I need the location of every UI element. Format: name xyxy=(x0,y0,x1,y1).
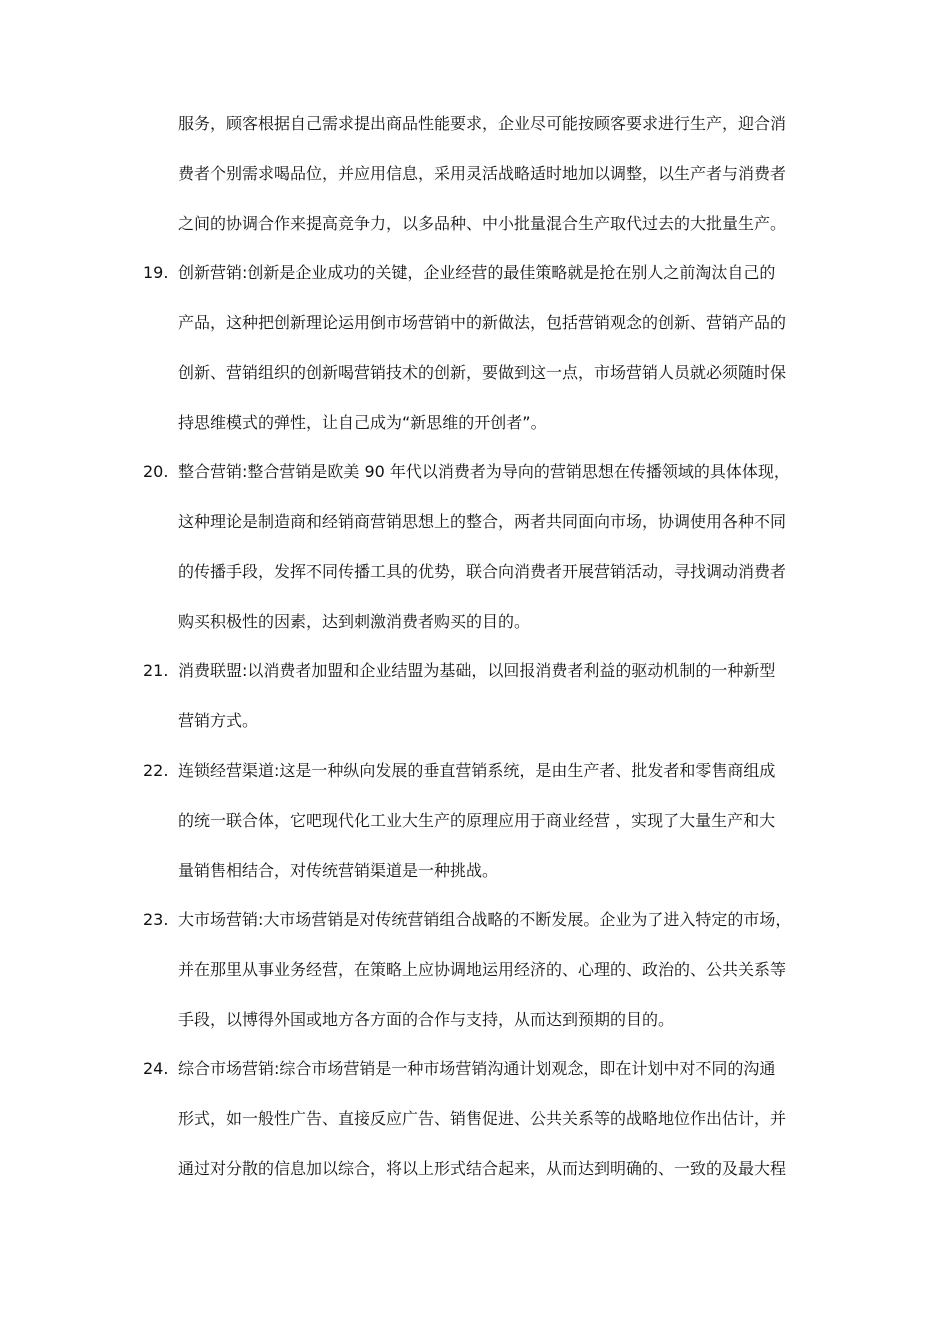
list-item-number: 22. xyxy=(143,761,169,780)
list-item-number: 24. xyxy=(143,1059,169,1078)
text-line: 量销售相结合，对传统营销渠道是一种挑战。 xyxy=(178,861,499,880)
text-line: 连锁经营渠道:这是一种纵向发展的垂直营销系统，是由生产者、批发者和零售商组成 xyxy=(178,761,776,780)
text-line: 服务，顾客根据自己需求提出商品性能要求，企业尽可能按顾客要求进行生产，迎合消 xyxy=(178,114,787,133)
text-line: 这种理论是制造商和经销商营销思想上的整合，两者共同面向市场，协调使用各种不同 xyxy=(178,512,787,531)
list-item-number: 21. xyxy=(143,661,169,680)
text-line: 营销方式。 xyxy=(178,711,259,730)
text-line: 的传播手段，发挥不同传播工具的优势，联合向消费者开展营销活动，寻找调动消费者 xyxy=(178,562,787,581)
list-item-number: 20. xyxy=(143,462,169,481)
text-line: 整合营销:整合营销是欧美 90 年代以消费者为导向的营销思想在传播领域的具体体现， xyxy=(178,462,790,481)
text-line: 创新营销:创新是企业成功的关键，企业经营的最佳策略就是抢在别人之前淘汰自己的 xyxy=(178,263,776,282)
text-line: 费者个别需求喝品位，并应用信息，采用灵活战略适时地加以调整，以生产者与消费者 xyxy=(178,164,787,183)
text-line: 并在那里从事业务经营，在策略上应协调地运用经济的、心理的、政治的、公共关系等 xyxy=(178,960,787,979)
text-line: 综合市场营销:综合市场营销是一种市场营销沟通计划观念，即在计划中对不同的沟通 xyxy=(178,1059,776,1078)
text-line: 消费联盟:以消费者加盟和企业结盟为基础，以回报消费者利益的驱动机制的一种新型 xyxy=(178,661,776,680)
text-line: 持思维模式的弹性，让自己成为“新思维的开创者”。 xyxy=(178,413,547,432)
text-line: 之间的协调合作来提高竞争力，以多品种、中小批量混合生产取代过去的大批量生产。 xyxy=(178,214,787,233)
text-line: 手段，以博得外国或地方各方面的合作与支持，从而达到预期的目的。 xyxy=(178,1010,675,1029)
text-line: 的统一联合体，它吧现代化工业大生产的原理应用于商业经营 ，实现了大量生产和大 xyxy=(178,811,776,830)
list-item-number: 23. xyxy=(143,910,169,929)
text-line: 产品，这种把创新理论运用倒市场营销中的新做法，包括营销观念的创新、营销产品的 xyxy=(178,313,787,332)
text-line: 大市场营销:大市场营销是对传统营销组合战略的不断发展。企业为了进入特定的市场， xyxy=(178,910,792,929)
text-line: 形式，如一般性广告、直接反应广告、销售促进、公共关系等的战略地位作出估计，并 xyxy=(178,1109,787,1128)
list-item-number: 19. xyxy=(143,263,169,282)
text-line: 购买积极性的因素，达到刺激消费者购买的目的。 xyxy=(178,612,531,631)
text-line: 通过对分散的信息加以综合，将以上形式结合起来，从而达到明确的、一致的及最大程 xyxy=(178,1159,787,1178)
text-line: 创新、营销组织的创新喝营销技术的创新，要做到这一点，市场营销人员就必须随时保 xyxy=(178,363,787,382)
